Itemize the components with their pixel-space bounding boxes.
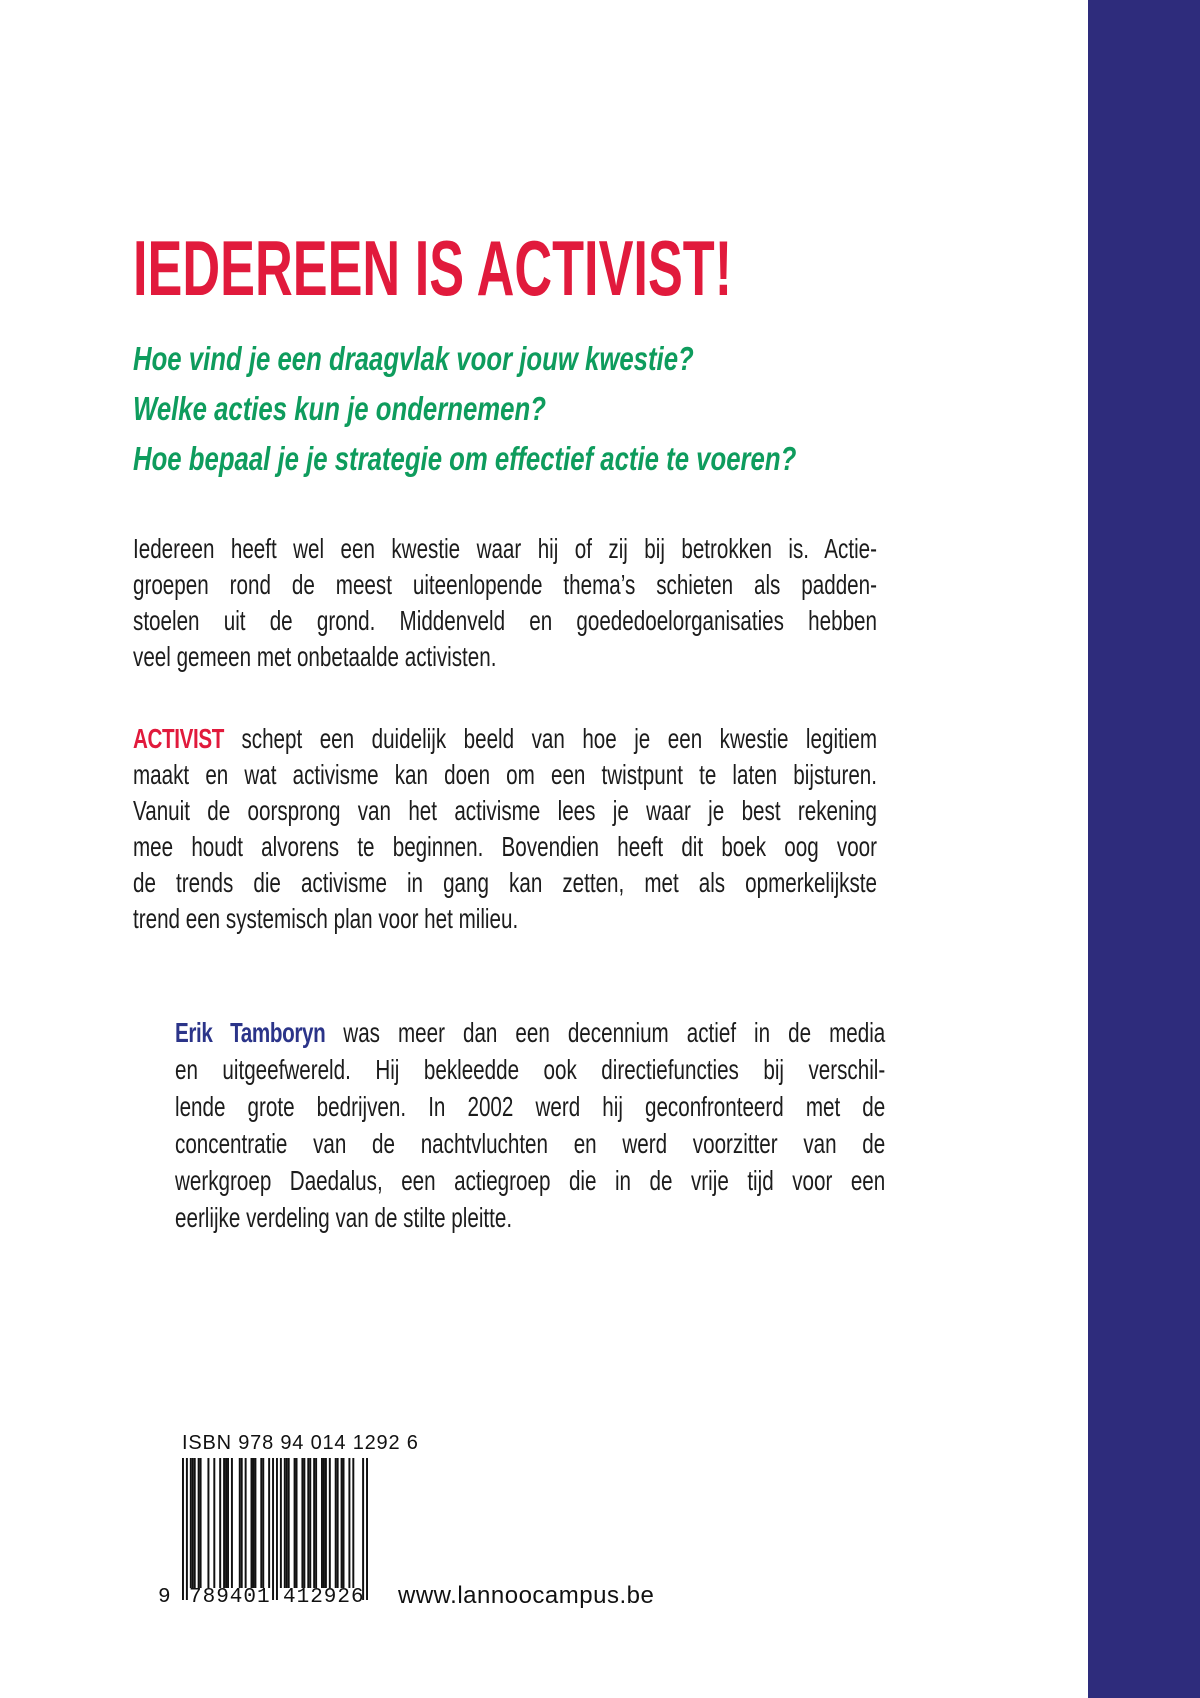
cover-title: IEDEREEN IS ACTIVIST! [133, 224, 733, 312]
about-book-paragraph [133, 721, 877, 937]
intro-line: groepen rond de meest uiteenlopende thema’s schieten als padden- [133, 569, 877, 600]
author-bio-line: lende grote bedrijven. In 2002 werd hij geconfronteerd met de [175, 1091, 886, 1122]
intro-line: stoelen uit de grond. Middenveld en goededoelorganisaties hebben [133, 605, 877, 636]
author-bio-line: werkgroep Daedalus, een actiegroep die in de vrije tijd voor een [175, 1165, 886, 1196]
question-line: Hoe vind je een draagvlak voor jouw kwestie? [133, 340, 694, 377]
spine-stripe [1088, 0, 1200, 1698]
author-bio-paragraph [175, 1014, 885, 1236]
author-bio-text: was meer dan een decennium actief in de media [343, 1017, 886, 1048]
author-bio-line: eerlijke verdeling van de stilte pleitte. [175, 1202, 513, 1233]
about-book-first-line [133, 721, 877, 757]
question-line: Welke acties kun je ondernemen? [133, 390, 546, 427]
intro-line: veel gemeen met onbetaalde activisten. [133, 641, 497, 672]
about-book-text: schept een duidelijk beeld van hoe je een kwestie legitiem [241, 723, 877, 754]
intro-paragraph [133, 531, 877, 675]
question-list [133, 334, 796, 484]
book-title-inline: ACTIVIST [133, 723, 224, 754]
about-book-line: maakt en wat activisme kan doen om een twistpunt te laten bijsturen. [133, 759, 877, 790]
barcode-digit-lead: 9 [158, 1586, 172, 1609]
isbn-label: ISBN 978 94 014 1292 6 [182, 1432, 419, 1454]
question-line: Hoe bepaal je je strategie om effectief actie te voeren? [133, 440, 797, 477]
author-bio-first-line [175, 1014, 885, 1051]
intro-line: Iedereen heeft wel een kwestie waar hij of zij bij betrokken is. Actie- [133, 533, 877, 564]
ean-barcode [182, 1458, 368, 1605]
author-bio-line: concentratie van de nachtvluchten en werd voorzitter van de [175, 1128, 886, 1159]
about-book-rest-lines [133, 757, 877, 937]
barcode-digits-right: 412926 [283, 1586, 365, 1609]
author-bio-line: en uitgeefwereld. Hij bekleedde ook directiefuncties bij verschil- [175, 1054, 886, 1085]
about-book-line: Vanuit de oorsprong van het activisme lees je waar je best rekening [133, 795, 877, 826]
about-book-line: mee houdt alvorens te beginnen. Bovendien heeft dit boek oog voor [133, 831, 877, 862]
author-name: Erik Tamboryn [175, 1017, 326, 1048]
about-book-line: de trends die activisme in gang kan zetten, met als opmerkelijkste [133, 867, 877, 898]
author-bio-rest-lines [175, 1051, 885, 1236]
publisher-website: www.lannoocampus.be [398, 1582, 655, 1609]
about-book-line: trend een systemisch plan voor het milieu. [133, 903, 519, 934]
barcode-digits-left: 789401 [189, 1586, 271, 1609]
